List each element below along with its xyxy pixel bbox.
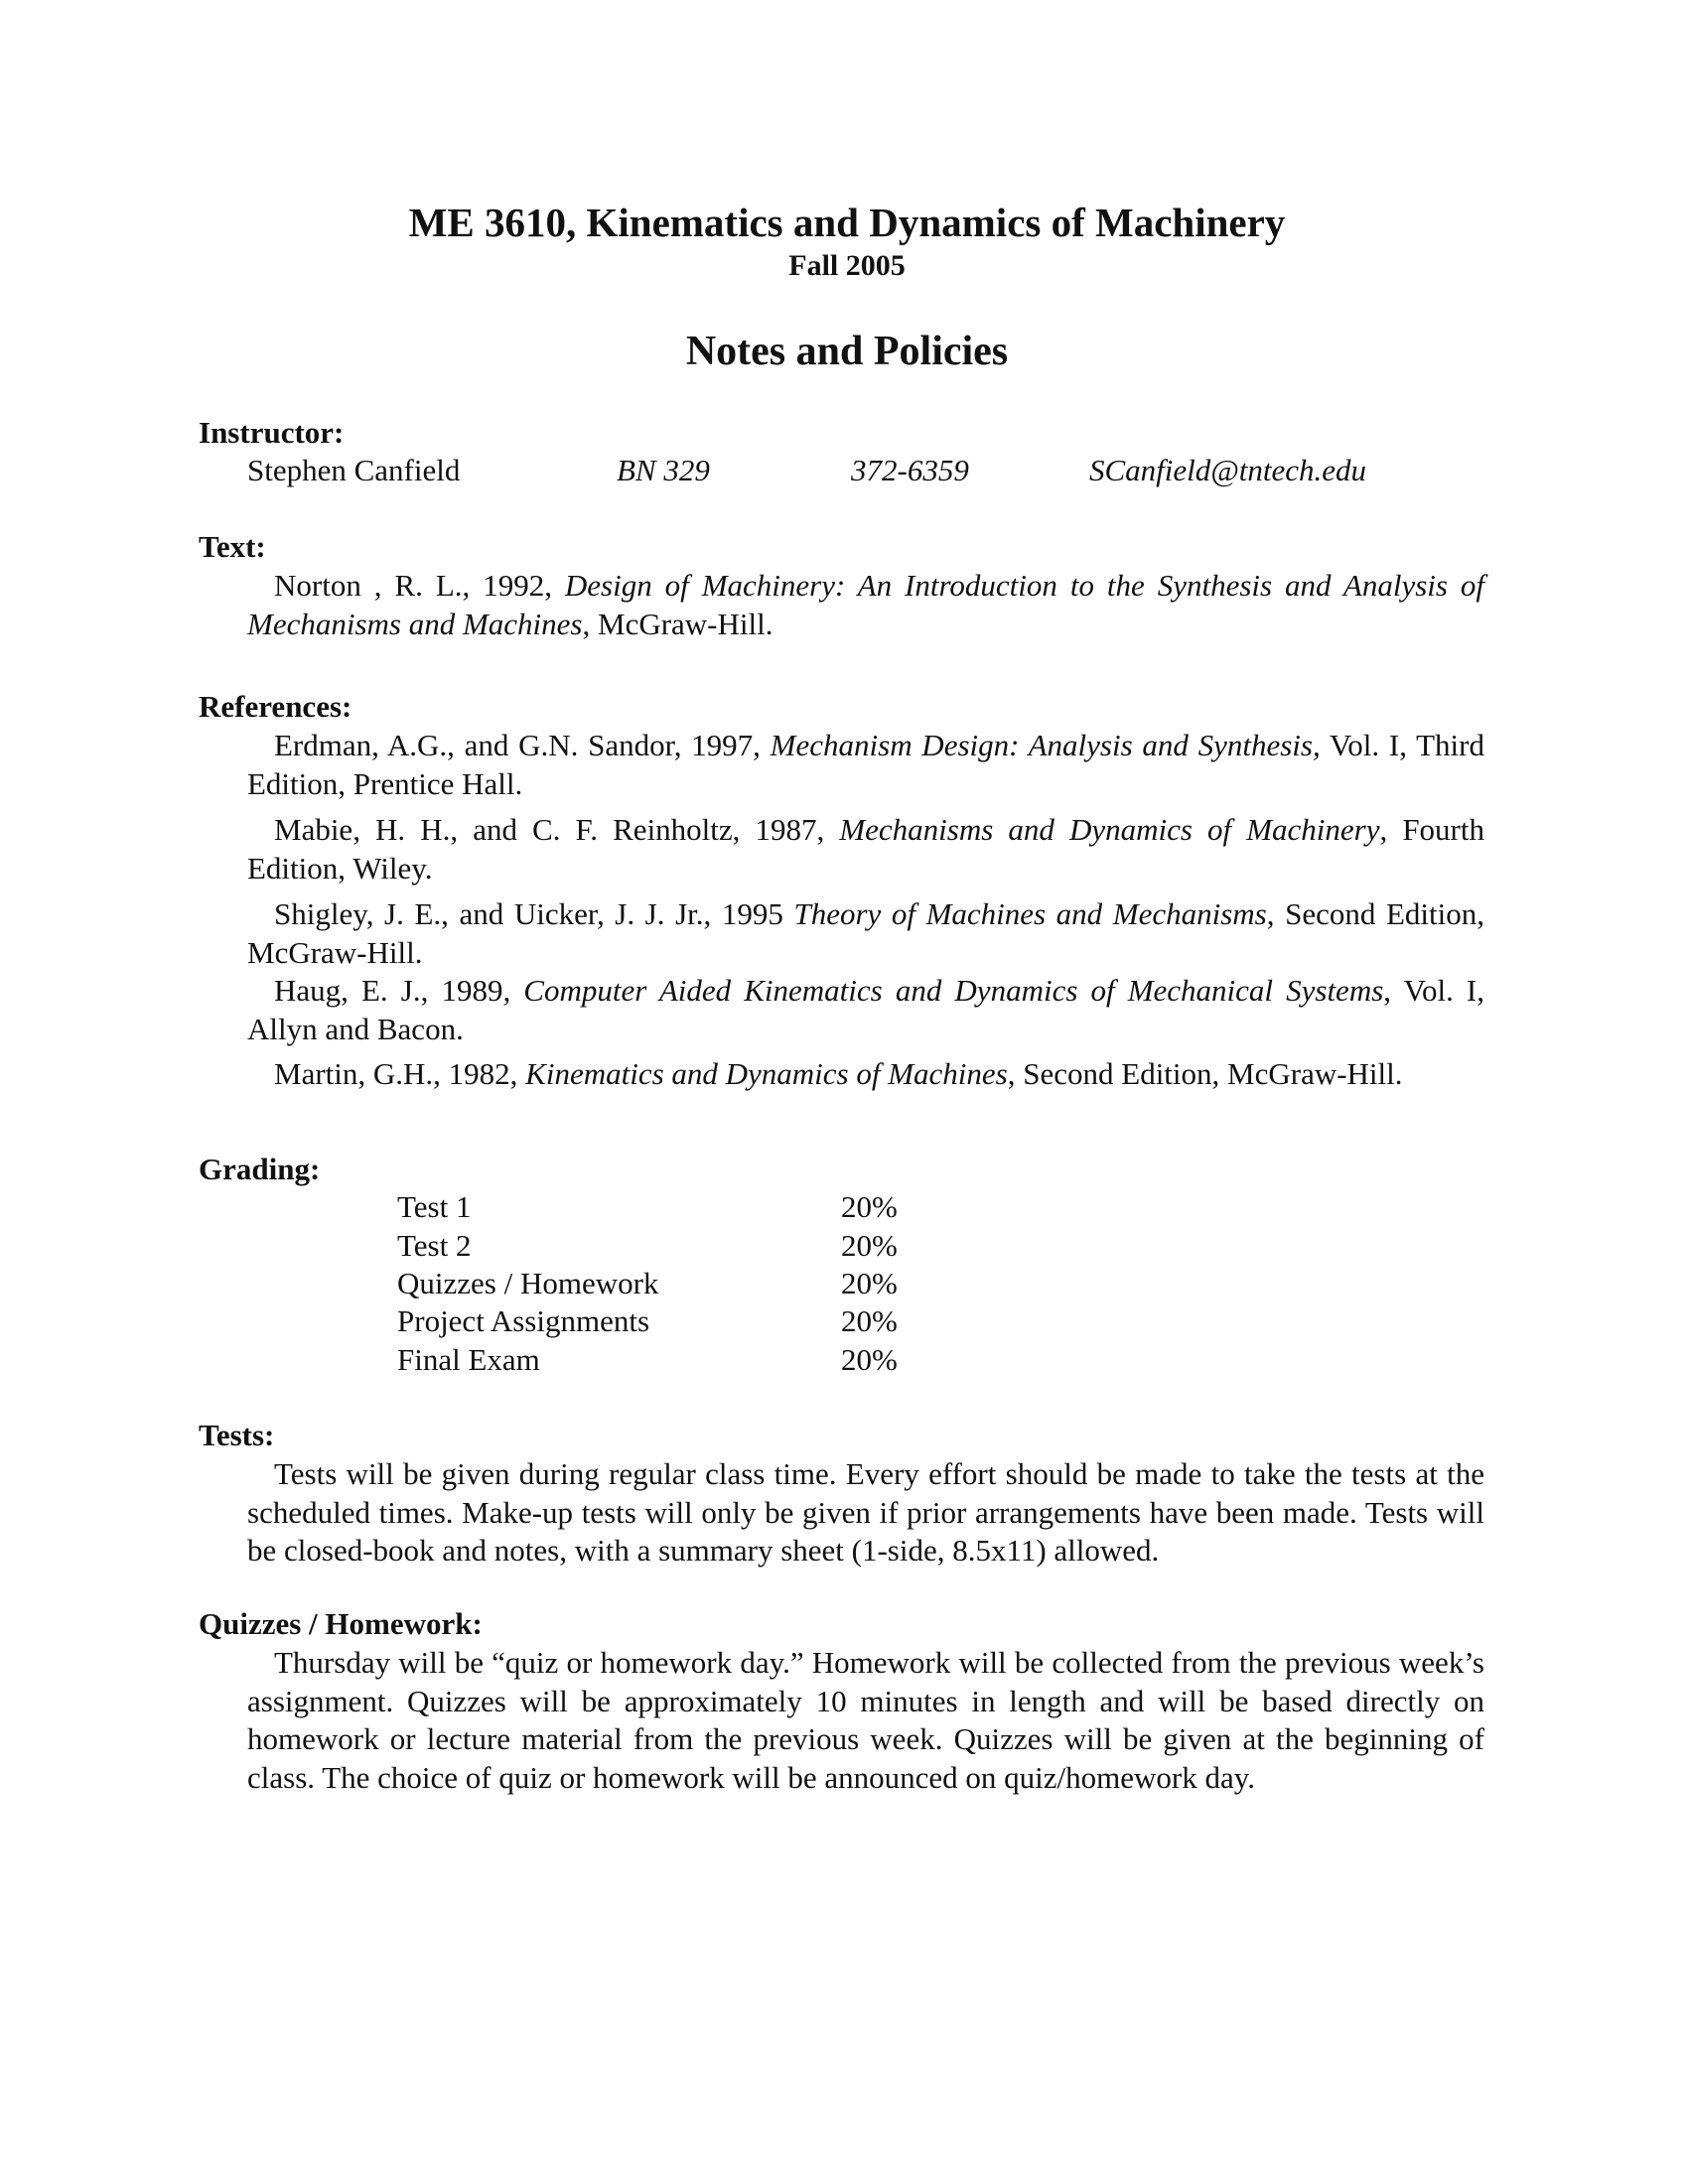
grading-weight: 20% xyxy=(841,1342,898,1377)
grading-item: Project Assignments xyxy=(397,1303,650,1338)
grading-weight: 20% xyxy=(841,1228,898,1263)
reference-authors: Martin, G.H., 1982, xyxy=(274,1056,526,1091)
reference-details: , Fourth Edition, Wiley. xyxy=(247,812,1484,886)
tests-policy: Tests will be given during regular class time. Every effort should be made to take the tests at the scheduled times. Make-up tests will only be given if prior arrangements have been made. Tests will be closed-book and notes, with a summary sheet (1-side, 8.5x11) allowed. xyxy=(247,1456,1484,1568)
grading-item: Test 1 xyxy=(397,1189,472,1224)
reference-title: Kinematics and Dynamics of Machines xyxy=(525,1056,1008,1091)
instructor-phone: 372-6359 xyxy=(851,453,969,487)
reference-item xyxy=(247,895,1484,972)
reference-details: , Second Edition, McGraw-Hill. xyxy=(1007,1056,1403,1091)
quizzes-label: Quizzes / Homework: xyxy=(199,1606,483,1641)
term: Fall 2005 xyxy=(788,249,906,282)
course-title: ME 3610, Kinematics and Dynamics of Machinery xyxy=(408,200,1286,245)
instructor-email: SCanfield@tntech.edu xyxy=(1089,453,1367,487)
reference-title: Mechanisms and Dynamics of Machinery xyxy=(839,812,1380,847)
reference-title: , Computer Aided Kinematics and Dynamics of Mechanical Systems xyxy=(502,973,1384,1008)
reference-item xyxy=(247,727,1484,803)
grading-item: Quizzes / Homework xyxy=(397,1266,659,1300)
grading-weight: 20% xyxy=(841,1303,898,1338)
instructor-office: BN 329 xyxy=(617,453,710,487)
grading-item: Test 2 xyxy=(397,1228,472,1263)
reference-details: , Second Edition, McGraw-Hill. xyxy=(247,896,1484,970)
reference-authors: Erdman, A.G., and G.N. Sandor, 1997, xyxy=(274,728,771,762)
textbook-title: Design of Machinery: An Introduction to the Synthesis and Analysis of Mechanisms and Machines xyxy=(247,568,1484,641)
quizzes-policy: Thursday will be “quiz or homework day.” Homework will be collected from the previous week’s assignment. Quizzes will be approximately 10 minutes in length and will be based directly on homework or lecture material from the previous week. Quizzes will be given at the beginning of class. The choice of quiz or homework will be announced on quiz/homework day. xyxy=(247,1645,1484,1795)
document-heading: Notes and Policies xyxy=(685,329,1009,374)
textbook-publisher: , McGraw-Hill. xyxy=(582,606,774,641)
reference-item xyxy=(247,811,1484,887)
reference-title: Mechanism Design: Analysis and Synthesis, xyxy=(770,728,1321,762)
reference-title: Theory of Machines and Mechanisms xyxy=(793,896,1267,931)
reference-authors: Shigley, J. E., and Uicker, J. J. Jr., 1995 xyxy=(274,896,794,931)
instructor-name: Stephen Canfield xyxy=(247,453,461,487)
grading-weight: 20% xyxy=(841,1266,898,1300)
textbook-author: Norton , R. L., 1992, xyxy=(274,568,565,603)
grading-item: Final Exam xyxy=(397,1342,540,1377)
reference-details: Vol. I, Third Edition, Prentice Hall. xyxy=(247,728,1484,801)
reference-details: , Vol. I, Allyn and Bacon. xyxy=(247,973,1484,1046)
tests-label: Tests: xyxy=(199,1418,275,1452)
reference-authors: Mabie, H. H., and C. F. Reinholtz, 1987, xyxy=(274,812,840,847)
references-label: References: xyxy=(199,689,352,724)
grading-weight: 20% xyxy=(841,1189,898,1224)
reference-item xyxy=(247,1055,1498,1094)
textbook-citation xyxy=(247,567,1484,643)
instructor-label: Instructor: xyxy=(199,415,345,450)
reference-authors: Haug, E. J., 1989 xyxy=(274,973,503,1008)
text-label: Text: xyxy=(199,529,266,564)
grading-label: Grading: xyxy=(199,1152,321,1186)
reference-item xyxy=(247,972,1484,1048)
